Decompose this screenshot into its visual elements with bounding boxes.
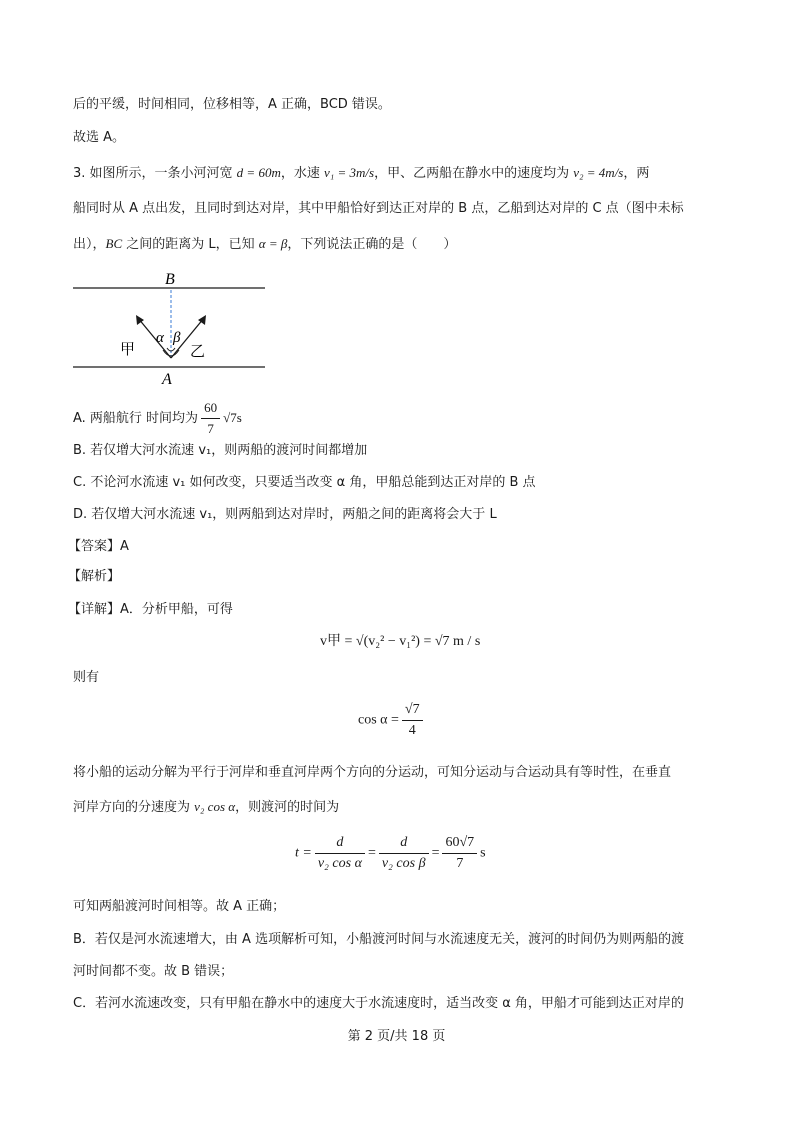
conclusion-line-4: C．若河水流速改变，只有甲船在静水中的速度大于水流速度时，适当改变 α 角，甲船才可能到达正对岸的 bbox=[73, 996, 684, 1011]
q3-text: ，下列说法正确的是（ ） bbox=[287, 237, 457, 252]
option-a-root: √7s bbox=[223, 410, 242, 425]
fraction-numerator: 60√7 bbox=[442, 833, 477, 854]
label-beta: β bbox=[173, 330, 181, 346]
question-3-line-3 bbox=[73, 234, 456, 255]
river-diagram bbox=[70, 268, 270, 388]
q3-width: d = 60m bbox=[236, 165, 281, 180]
label-a: A bbox=[162, 371, 172, 388]
p2-math: v₂ cos α bbox=[194, 799, 236, 814]
fraction-numerator: d bbox=[315, 833, 365, 854]
fraction-numerator: 60 bbox=[201, 398, 220, 419]
paragraph-line-1: 将小船的运动分解为平行于河岸和垂直河岸两个方向的分运动，可知分运动与合运动具有等时性，在垂直 bbox=[73, 765, 672, 780]
option-a bbox=[73, 398, 242, 439]
q3-text: ，两 bbox=[623, 166, 650, 181]
equation-cos-alpha bbox=[358, 700, 426, 741]
equation-v-jia: v甲 = √(v₂² − v₁²) = √7 m / s bbox=[320, 634, 481, 649]
conclusion-line-3: 河时间都不变。故 B 错误； bbox=[73, 964, 234, 979]
eq2-fraction bbox=[402, 700, 423, 741]
text-line-1: 后的平缓，时间相同，位移相等，A 正确，BCD 错误。 bbox=[73, 97, 391, 112]
analysis-heading: 【解析】 bbox=[68, 569, 121, 584]
option-a-fraction bbox=[201, 398, 220, 439]
q3-bc: BC bbox=[105, 236, 123, 251]
q3-text: 之间的距离为 L，已知 bbox=[122, 237, 259, 252]
q3-v2: v₂ = 4m/s bbox=[573, 165, 624, 180]
q3-text: ，甲、乙两船在静水中的速度均为 bbox=[374, 166, 574, 181]
eq3-fraction-2 bbox=[379, 833, 429, 874]
label-yi: 乙 bbox=[190, 342, 206, 360]
question-3-line-2: 船同时从 A 点出发，且同时到达对岸，其中甲船恰好到达正对岸的 B 点，乙船到达对岸的 C 点（图中未标 bbox=[73, 201, 684, 216]
eq3-unit: s bbox=[480, 845, 486, 861]
eq3-fraction-3 bbox=[442, 833, 477, 874]
q3-text: 3. 如图所示，一条小河河宽 bbox=[73, 166, 237, 181]
q3-v1: v₁ = 3m/s bbox=[323, 165, 375, 180]
equation-time bbox=[295, 833, 486, 874]
option-d: D. 若仅增大河水流速 v₁，则两船到达对岸时，两船之间的距离将会大于 L bbox=[73, 507, 497, 522]
question-3-line-1 bbox=[73, 163, 649, 184]
answer-line: 【答案】A bbox=[68, 539, 129, 554]
p2-text: ，则渡河的时间为 bbox=[235, 800, 340, 815]
eq3-equals: = bbox=[431, 845, 440, 861]
q3-alpha-beta: α = β bbox=[258, 236, 288, 251]
q3-text: ，水速 bbox=[280, 166, 324, 181]
eq3-equals: = bbox=[367, 845, 376, 861]
option-c: C. 不论河水流速 v₁ 如何改变，只要适当改变 α 角，甲船总能到达正对岸的 B 点 bbox=[73, 475, 536, 490]
eq3-t: t = bbox=[295, 845, 312, 861]
fraction-denominator: 7 bbox=[456, 856, 464, 871]
label-b: B bbox=[165, 271, 175, 288]
option-a-text: A. 两船航行 时间均为 bbox=[73, 411, 199, 426]
fraction-denominator: 4 bbox=[408, 723, 416, 738]
fraction-denominator: v₂ cos β bbox=[381, 856, 426, 871]
page-footer: 第 2 页/共 18 页 bbox=[347, 1029, 446, 1044]
conclusion-line-1: 可知两船渡河时间相等。故 A 正确； bbox=[73, 899, 286, 914]
fraction-numerator: d bbox=[379, 833, 429, 854]
fraction-denominator: 7 bbox=[207, 421, 214, 436]
q3-text: 出）， bbox=[73, 237, 106, 252]
detail-heading: 【详解】A．分析甲船，可得 bbox=[68, 602, 233, 617]
paragraph-line-2 bbox=[73, 797, 339, 818]
eq3-fraction-1 bbox=[315, 833, 365, 874]
text-line-2: 故选 A。 bbox=[73, 130, 126, 145]
text-then: 则有 bbox=[73, 670, 100, 685]
label-alpha: α bbox=[156, 330, 164, 346]
eq2-left: cos α = bbox=[358, 712, 399, 728]
label-jia: 甲 bbox=[120, 340, 136, 358]
fraction-denominator: v₂ cos α bbox=[317, 856, 362, 871]
fraction-numerator: √7 bbox=[402, 700, 423, 721]
option-b: B. 若仅增大河水流速 v₁，则两船的渡河时间都增加 bbox=[73, 443, 368, 458]
conclusion-line-2: B．若仅是河水流速增大，由 A 选项解析可知，小船渡河时间与水流速度无关，渡河的时间仍为则两船的渡 bbox=[73, 932, 685, 947]
p2-text: 河岸方向的分速度为 bbox=[73, 800, 195, 815]
